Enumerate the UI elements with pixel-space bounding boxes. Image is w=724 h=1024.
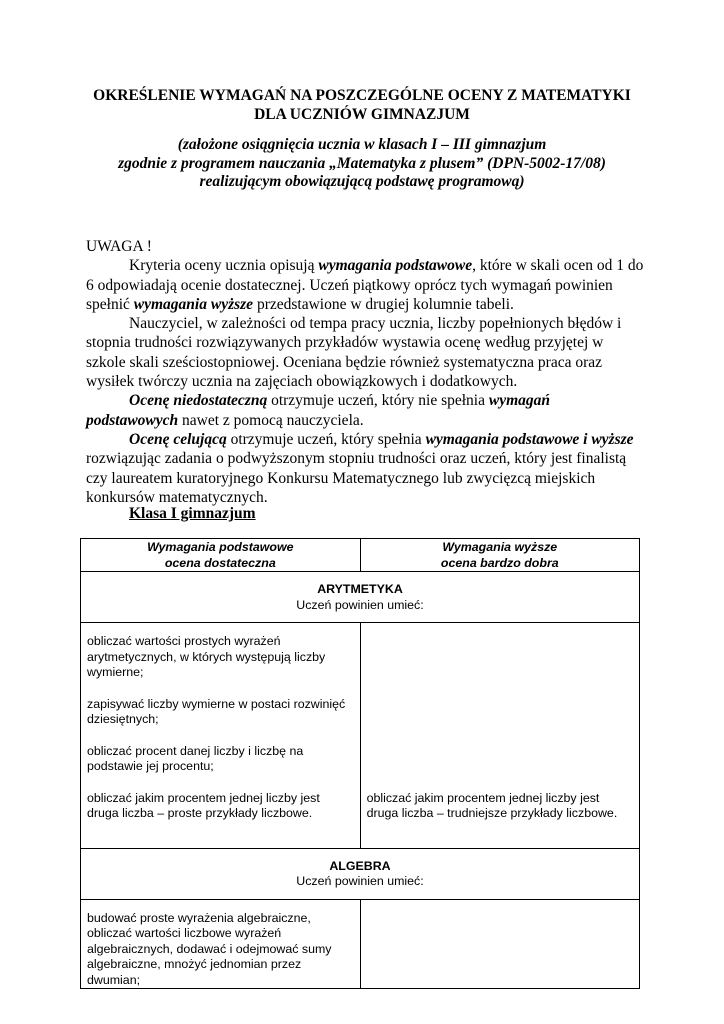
basic-requirements-cell — [81, 899, 361, 989]
requirement-item: obliczać jakim procentem jednej liczby jest druga liczba – trudniejsze przykłady liczbowe. — [366, 790, 618, 820]
emphasis-basic-requirements: wymagań podstawowych — [86, 392, 551, 429]
document-title — [0, 86, 724, 124]
emphasis-basic-and-higher: wymagania podstawowe i wyższe — [425, 430, 634, 448]
requirements-table — [80, 538, 640, 989]
requirement-item: zapisywać liczby wymierne w postaci rozwinięć dziesiętnych; — [87, 696, 346, 726]
document-subtitle — [0, 136, 724, 192]
text-run: przedstawione w drugiej kolumnie tabeli. — [253, 295, 514, 313]
basic-requirements-cell — [81, 623, 361, 849]
title-line-2: DLA UCZNIÓW GIMNAZJUM — [254, 106, 470, 123]
notice-section — [86, 237, 646, 507]
text-run: nawet z pomocą nauczyciela. — [178, 411, 364, 429]
requirement-item: obliczać jakim procentem jednej liczby jest druga liczba – proste przykłady liczbowe. — [87, 790, 320, 820]
requirement-item: obliczać procent danej liczby i liczbę na podstawie jej procentu; — [87, 743, 304, 773]
text-run: otrzymuje uczeń, który spełnia — [226, 430, 426, 448]
header-basic-grade: ocena dostateczna — [164, 555, 276, 570]
text-run: , które w skali ocen od 1 do 6 odpowiadają ocenie dostatecznej. Uczeń piątkowy oprócz tych wymagań powinien spełnić — [86, 257, 644, 313]
section-name: ALGEBRA — [329, 858, 391, 873]
header-higher-grade: ocena bardzo dobra — [440, 555, 559, 570]
table-row — [81, 899, 640, 989]
title-line-1: OKREŚLENIE WYMAGAŃ NA POSZCZEGÓLNE OCENY Z MATEMATYKI — [93, 87, 631, 104]
text-run: rozwiązując zadania o podwyższonym stopniu trudności oraz uczeń, który jest finalistą czy laureatem kuratoryjnego Konkursu Matematycznego lub zwycięzcą miejskich konkursów matematycznych. — [86, 450, 627, 506]
subtitle-line-3: realizującym obowiązującą podstawę programową) — [199, 173, 525, 190]
notice-heading: UWAGA ! — [86, 238, 152, 255]
section-heading-cell — [81, 572, 640, 623]
notice-paragraph-2: Nauczyciel, w zależności od tempa pracy ucznia, liczby popełnionych błędów i stopnia trudności rozwiązywanych przykładów wystawia ocenę według przyjętej w szkole skali sześciostopniowej. Oceniana będzie również systematyczna praca oraz wysiłek twórczy ucznia na zajęciach obowiązkowych i dodatkowych. — [86, 315, 622, 391]
section-row-algebra — [81, 848, 640, 899]
section-row-arytmetyka — [81, 572, 640, 623]
header-higher-title: Wymagania wyższe — [442, 540, 558, 554]
table-row — [81, 623, 640, 849]
section-intro: Uczeń powinien umieć: — [296, 597, 424, 612]
section-intro: Uczeń powinien umieć: — [296, 874, 424, 888]
emphasis-failing-grade: Ocenę niedostateczną — [129, 392, 268, 410]
text-run: Kryteria oceny ucznia opisują — [129, 257, 319, 275]
section-name: ARYTMETYKA — [317, 582, 403, 596]
subtitle-line-1: (założone osiągnięcia ucznia w klasach I – III gimnazjum — [177, 136, 547, 153]
subtitle-line-2: zgodnie z programem nauczania „Matematyka z plusem” (DPN-5002-17/08) — [118, 154, 606, 172]
notice-paragraph-3 — [86, 391, 646, 430]
emphasis-basic-requirements: wymagania podstawowe — [318, 257, 473, 275]
class-heading: Klasa I gimnazjum — [129, 505, 256, 522]
emphasis-excellent-grade: Ocenę celującą — [129, 430, 227, 448]
header-higher-requirements — [360, 539, 639, 572]
higher-requirements-cell — [360, 623, 639, 849]
notice-paragraph-4 — [86, 430, 646, 507]
table-header-row — [81, 539, 640, 572]
header-basic-title: Wymagania podstawowe — [147, 540, 294, 554]
notice-paragraph-1 — [86, 256, 646, 314]
requirement-item: obliczać wartości prostych wyrażeń arytmetycznych, w których występują liczby wymierne; — [87, 634, 326, 679]
section-heading-cell — [81, 848, 640, 899]
emphasis-higher-requirements: wymagania wyższe — [133, 295, 254, 313]
header-basic-requirements — [81, 539, 361, 572]
text-run: otrzymuje uczeń, który nie spełnia — [267, 392, 489, 410]
requirement-item: budować proste wyrażenia algebraiczne, obliczać wartości liczbowe wyrażeń algebraicznych, dodawać i odejmować sumy algebraiczne, mnożyć jednomian przez dwumian; — [87, 910, 332, 987]
higher-requirements-cell — [360, 899, 639, 989]
